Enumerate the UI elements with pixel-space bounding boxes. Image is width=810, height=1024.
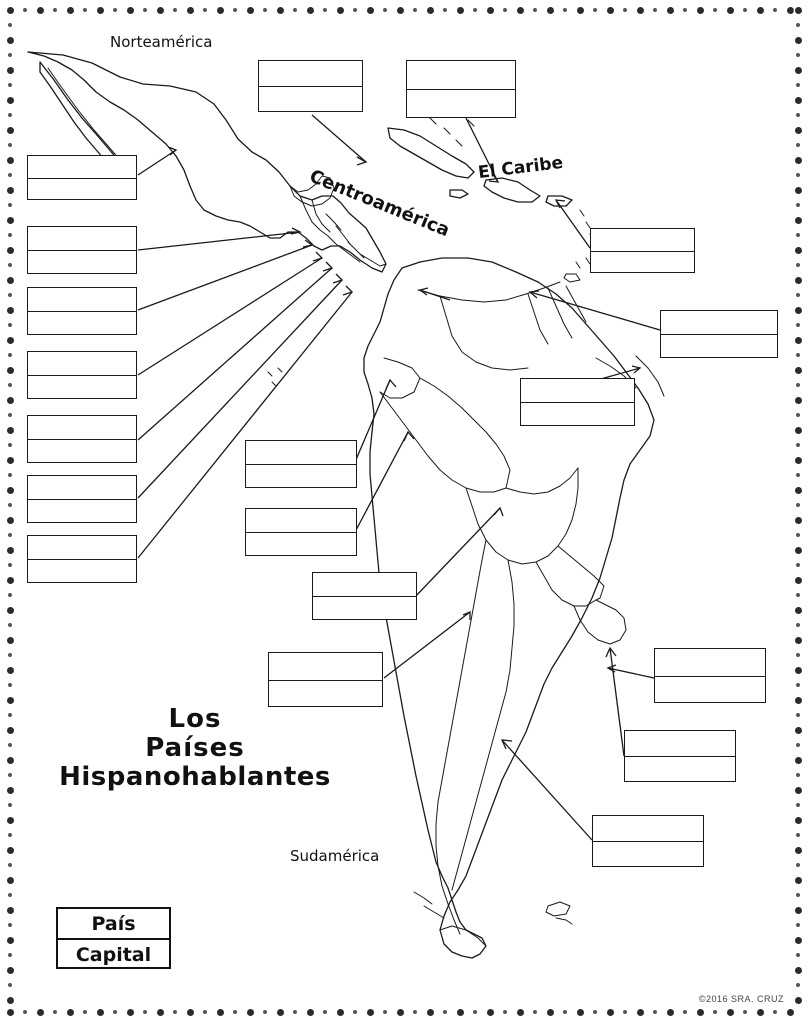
answer-box-peru[interactable] xyxy=(245,508,357,556)
answer-box-nicaragua[interactable] xyxy=(27,415,137,463)
answer-box-country[interactable] xyxy=(246,441,356,464)
copyright-notice: ©2016 SRA. CRUZ xyxy=(698,994,784,1004)
answer-box-capital[interactable] xyxy=(28,439,136,462)
page-title-line-1: Los xyxy=(168,704,222,734)
legend-country-label: País xyxy=(58,909,169,940)
answer-box-puerto-rico[interactable] xyxy=(590,228,695,273)
answer-box-country[interactable] xyxy=(28,536,136,559)
answer-box-country[interactable] xyxy=(593,816,703,841)
answer-box-capital[interactable] xyxy=(591,251,694,273)
answer-box-country[interactable] xyxy=(521,379,634,402)
answer-box-country[interactable] xyxy=(625,731,735,756)
answer-box-cuba[interactable] xyxy=(258,60,363,112)
answer-box-mexico[interactable] xyxy=(27,155,137,200)
answer-box-panama[interactable] xyxy=(27,535,137,583)
answer-box-country[interactable] xyxy=(407,61,515,89)
answer-box-capital[interactable] xyxy=(521,402,634,425)
answer-box-costa-rica[interactable] xyxy=(27,475,137,523)
answer-box-capital[interactable] xyxy=(246,464,356,487)
answer-box-capital[interactable] xyxy=(28,559,136,582)
answer-box-argentina[interactable] xyxy=(592,815,704,867)
answer-box-honduras[interactable] xyxy=(27,351,137,399)
answer-box-colombia[interactable] xyxy=(520,378,635,426)
answer-box-capital[interactable] xyxy=(407,89,515,117)
answer-box-country[interactable] xyxy=(28,156,136,178)
answer-box-country[interactable] xyxy=(259,61,362,86)
answer-box-paraguay[interactable] xyxy=(654,648,766,703)
answer-box-country[interactable] xyxy=(591,229,694,251)
answer-box-uruguay[interactable] xyxy=(624,730,736,782)
answer-box-country[interactable] xyxy=(313,573,416,596)
answer-box-venezuela[interactable] xyxy=(660,310,778,358)
legend-capital-label: Capital xyxy=(75,943,152,966)
answer-box-chile[interactable] xyxy=(268,652,383,707)
answer-box-bolivia[interactable] xyxy=(312,572,417,620)
answer-box-capital[interactable] xyxy=(28,499,136,522)
answer-box-capital[interactable] xyxy=(313,596,416,619)
answer-box-capital[interactable] xyxy=(28,178,136,200)
answer-box-country[interactable] xyxy=(655,649,765,676)
answer-box-capital[interactable] xyxy=(593,841,703,866)
answer-box-capital[interactable] xyxy=(661,334,777,357)
answer-box-capital[interactable] xyxy=(259,86,362,111)
region-label-norteamerica: Norteamérica xyxy=(110,33,213,51)
region-label-centroamerica: Centroamérica xyxy=(306,165,453,242)
answer-box-capital[interactable] xyxy=(625,756,735,781)
answer-box-capital[interactable] xyxy=(655,676,765,703)
answer-box-ecuador[interactable] xyxy=(245,440,357,488)
answer-box-country[interactable] xyxy=(28,227,136,250)
page-title xyxy=(40,705,350,792)
region-label-sudamerica: Sudamérica xyxy=(290,847,380,865)
answer-box-country[interactable] xyxy=(28,288,136,311)
region-label-el-caribe: El Caribe xyxy=(477,152,565,184)
answer-box-capital[interactable] xyxy=(28,375,136,398)
answer-box-country[interactable] xyxy=(661,311,777,334)
answer-box-capital[interactable] xyxy=(269,680,382,707)
answer-box-republica-dominicana[interactable] xyxy=(406,60,516,118)
answer-box-country[interactable] xyxy=(28,352,136,375)
legend-key xyxy=(56,907,171,969)
answer-box-country[interactable] xyxy=(28,476,136,499)
answer-box-el-salvador[interactable] xyxy=(27,287,137,335)
answer-box-capital[interactable] xyxy=(28,250,136,273)
answer-box-country[interactable] xyxy=(246,509,356,532)
page-title-line-3: Hispanohablantes xyxy=(59,762,331,793)
answer-box-capital[interactable] xyxy=(246,532,356,555)
answer-box-capital[interactable] xyxy=(28,311,136,334)
page-title-line-2: Países xyxy=(145,733,245,764)
answer-box-country[interactable] xyxy=(269,653,382,680)
answer-box-guatemala[interactable] xyxy=(27,226,137,274)
answer-box-country[interactable] xyxy=(28,416,136,439)
